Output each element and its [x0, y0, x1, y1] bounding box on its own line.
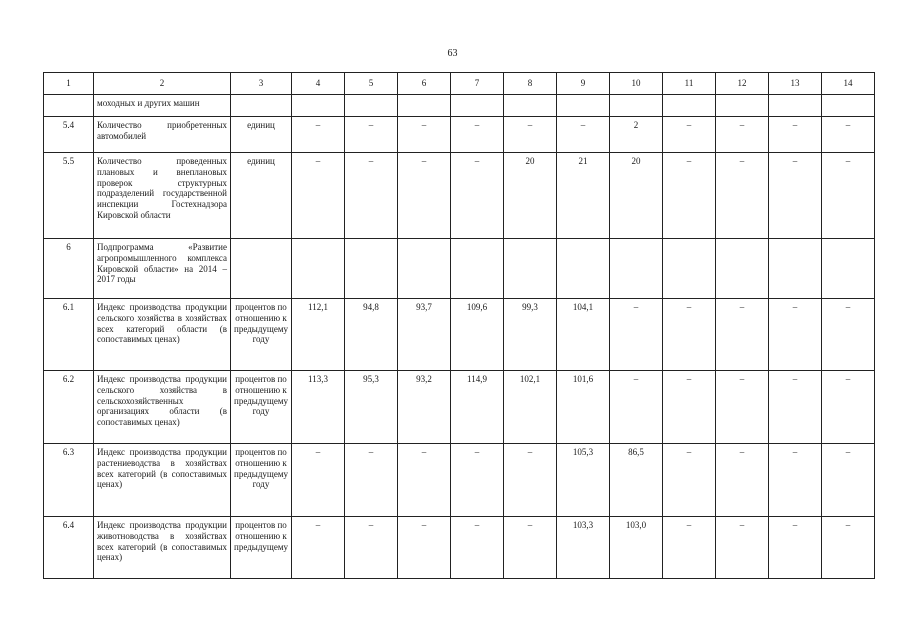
- value-cell: [769, 95, 822, 117]
- value-cell: –: [504, 117, 557, 153]
- value-cell: –: [822, 371, 875, 444]
- value-cell: –: [769, 517, 822, 579]
- column-header: 13: [769, 73, 822, 95]
- value-cell: –: [716, 371, 769, 444]
- value-cell: –: [345, 517, 398, 579]
- value-cell: –: [769, 371, 822, 444]
- unit-cell: единиц: [231, 153, 292, 239]
- unit-cell: процентов по отношению к предыдущему году: [231, 371, 292, 444]
- indicator-name: Подпрограмма «Развитие агропромышленного комплекса Кировской области» на 2014 – 2017 годы: [94, 239, 231, 299]
- value-cell: –: [716, 117, 769, 153]
- table-row: [44, 517, 875, 579]
- value-cell: –: [610, 371, 663, 444]
- table-row: [44, 153, 875, 239]
- unit-cell: процентов по отношению к предыдущему году: [231, 444, 292, 517]
- value-cell: 105,3: [557, 444, 610, 517]
- value-cell: –: [610, 299, 663, 371]
- table-row: [44, 299, 875, 371]
- value-cell: 94,8: [345, 299, 398, 371]
- value-cell: –: [769, 444, 822, 517]
- value-cell: –: [663, 117, 716, 153]
- row-number: 5.5: [44, 153, 94, 239]
- column-header: 3: [231, 73, 292, 95]
- value-cell: –: [345, 117, 398, 153]
- column-header: 14: [822, 73, 875, 95]
- value-cell: –: [822, 153, 875, 239]
- value-cell: 112,1: [292, 299, 345, 371]
- value-cell: –: [663, 153, 716, 239]
- value-cell: –: [451, 153, 504, 239]
- value-cell: –: [822, 299, 875, 371]
- value-cell: [504, 239, 557, 299]
- column-header: 11: [663, 73, 716, 95]
- value-cell: 101,6: [557, 371, 610, 444]
- value-cell: –: [716, 444, 769, 517]
- column-header: 9: [557, 73, 610, 95]
- column-header: 10: [610, 73, 663, 95]
- value-cell: [822, 239, 875, 299]
- page-number: 63: [447, 48, 458, 59]
- value-cell: –: [398, 517, 451, 579]
- value-cell: –: [663, 299, 716, 371]
- value-cell: –: [398, 153, 451, 239]
- value-cell: –: [557, 117, 610, 153]
- indicator-name: Индекс производства продукции сельского хозяйства в хозяйствах всех категорий области (в сопоставимых ценах): [94, 299, 231, 371]
- value-cell: [769, 239, 822, 299]
- value-cell: 20: [504, 153, 557, 239]
- unit-cell: процентов по отношению к предыдущему году: [231, 299, 292, 371]
- value-cell: –: [398, 117, 451, 153]
- table-row: [44, 117, 875, 153]
- table-row: [44, 95, 875, 117]
- value-cell: –: [716, 517, 769, 579]
- value-cell: –: [292, 117, 345, 153]
- column-header: 7: [451, 73, 504, 95]
- value-cell: 20: [610, 153, 663, 239]
- value-cell: 93,7: [398, 299, 451, 371]
- value-cell: [398, 239, 451, 299]
- value-cell: [716, 239, 769, 299]
- value-cell: [610, 95, 663, 117]
- value-cell: [292, 95, 345, 117]
- value-cell: 99,3: [504, 299, 557, 371]
- value-cell: –: [716, 153, 769, 239]
- indicator-name: Индекс производства продукции растениеводства в хозяйствах всех категорий (в сопоставимых ценах): [94, 444, 231, 517]
- table-row: [44, 444, 875, 517]
- column-header: 5: [345, 73, 398, 95]
- value-cell: [398, 95, 451, 117]
- value-cell: –: [451, 444, 504, 517]
- value-cell: 104,1: [557, 299, 610, 371]
- value-cell: [663, 239, 716, 299]
- value-cell: –: [292, 444, 345, 517]
- value-cell: –: [504, 517, 557, 579]
- value-cell: –: [345, 444, 398, 517]
- value-cell: 103,0: [610, 517, 663, 579]
- value-cell: –: [769, 299, 822, 371]
- row-number: 6.4: [44, 517, 94, 579]
- value-cell: [292, 239, 345, 299]
- unit-cell: [231, 239, 292, 299]
- value-cell: –: [663, 517, 716, 579]
- value-cell: [345, 95, 398, 117]
- value-cell: [557, 239, 610, 299]
- column-number-row: [44, 73, 875, 95]
- value-cell: –: [504, 444, 557, 517]
- indicator-name: Индекс производства продукции животноводства в хозяйствах всех категорий (в сопоставимых ценах): [94, 517, 231, 579]
- value-cell: –: [292, 517, 345, 579]
- value-cell: 102,1: [504, 371, 557, 444]
- value-cell: –: [663, 444, 716, 517]
- value-cell: –: [398, 444, 451, 517]
- row-number: 5.4: [44, 117, 94, 153]
- column-header: 1: [44, 73, 94, 95]
- row-number: 6: [44, 239, 94, 299]
- column-header: 2: [94, 73, 231, 95]
- value-cell: –: [292, 153, 345, 239]
- value-cell: 109,6: [451, 299, 504, 371]
- unit-cell: единиц: [231, 117, 292, 153]
- value-cell: –: [769, 117, 822, 153]
- value-cell: 21: [557, 153, 610, 239]
- value-cell: [451, 95, 504, 117]
- row-number: 6.1: [44, 299, 94, 371]
- value-cell: 113,3: [292, 371, 345, 444]
- value-cell: [345, 239, 398, 299]
- row-number: 6.3: [44, 444, 94, 517]
- value-cell: –: [663, 371, 716, 444]
- value-cell: [610, 239, 663, 299]
- value-cell: [451, 239, 504, 299]
- column-header: 6: [398, 73, 451, 95]
- unit-cell: [231, 95, 292, 117]
- row-number: [44, 95, 94, 117]
- value-cell: 93,2: [398, 371, 451, 444]
- unit-cell: процентов по отношению к предыдущему: [231, 517, 292, 579]
- indicator-name: Количество проведенных плановых и внеплановых проверок структурных подразделений государственной инспекции Гостехнадзора Кировской области: [94, 153, 231, 239]
- value-cell: –: [345, 153, 398, 239]
- value-cell: 114,9: [451, 371, 504, 444]
- column-header: 8: [504, 73, 557, 95]
- value-cell: –: [716, 299, 769, 371]
- value-cell: –: [451, 117, 504, 153]
- value-cell: 86,5: [610, 444, 663, 517]
- value-cell: –: [451, 517, 504, 579]
- indicator-name: моходных и других машин: [94, 95, 231, 117]
- value-cell: [822, 95, 875, 117]
- table-row: [44, 239, 875, 299]
- value-cell: [663, 95, 716, 117]
- value-cell: [557, 95, 610, 117]
- value-cell: –: [769, 153, 822, 239]
- indicator-name: Количество приобретенных автомобилей: [94, 117, 231, 153]
- value-cell: –: [822, 117, 875, 153]
- indicators-table: [43, 72, 875, 579]
- row-number: 6.2: [44, 371, 94, 444]
- column-header: 4: [292, 73, 345, 95]
- table-row: [44, 371, 875, 444]
- value-cell: –: [822, 444, 875, 517]
- value-cell: 95,3: [345, 371, 398, 444]
- value-cell: 103,3: [557, 517, 610, 579]
- indicator-name: Индекс производства продукции сельского хозяйства в сельскохозяйственных организациях области (в сопоставимых ценах): [94, 371, 231, 444]
- value-cell: [716, 95, 769, 117]
- value-cell: [504, 95, 557, 117]
- column-header: 12: [716, 73, 769, 95]
- value-cell: 2: [610, 117, 663, 153]
- value-cell: –: [822, 517, 875, 579]
